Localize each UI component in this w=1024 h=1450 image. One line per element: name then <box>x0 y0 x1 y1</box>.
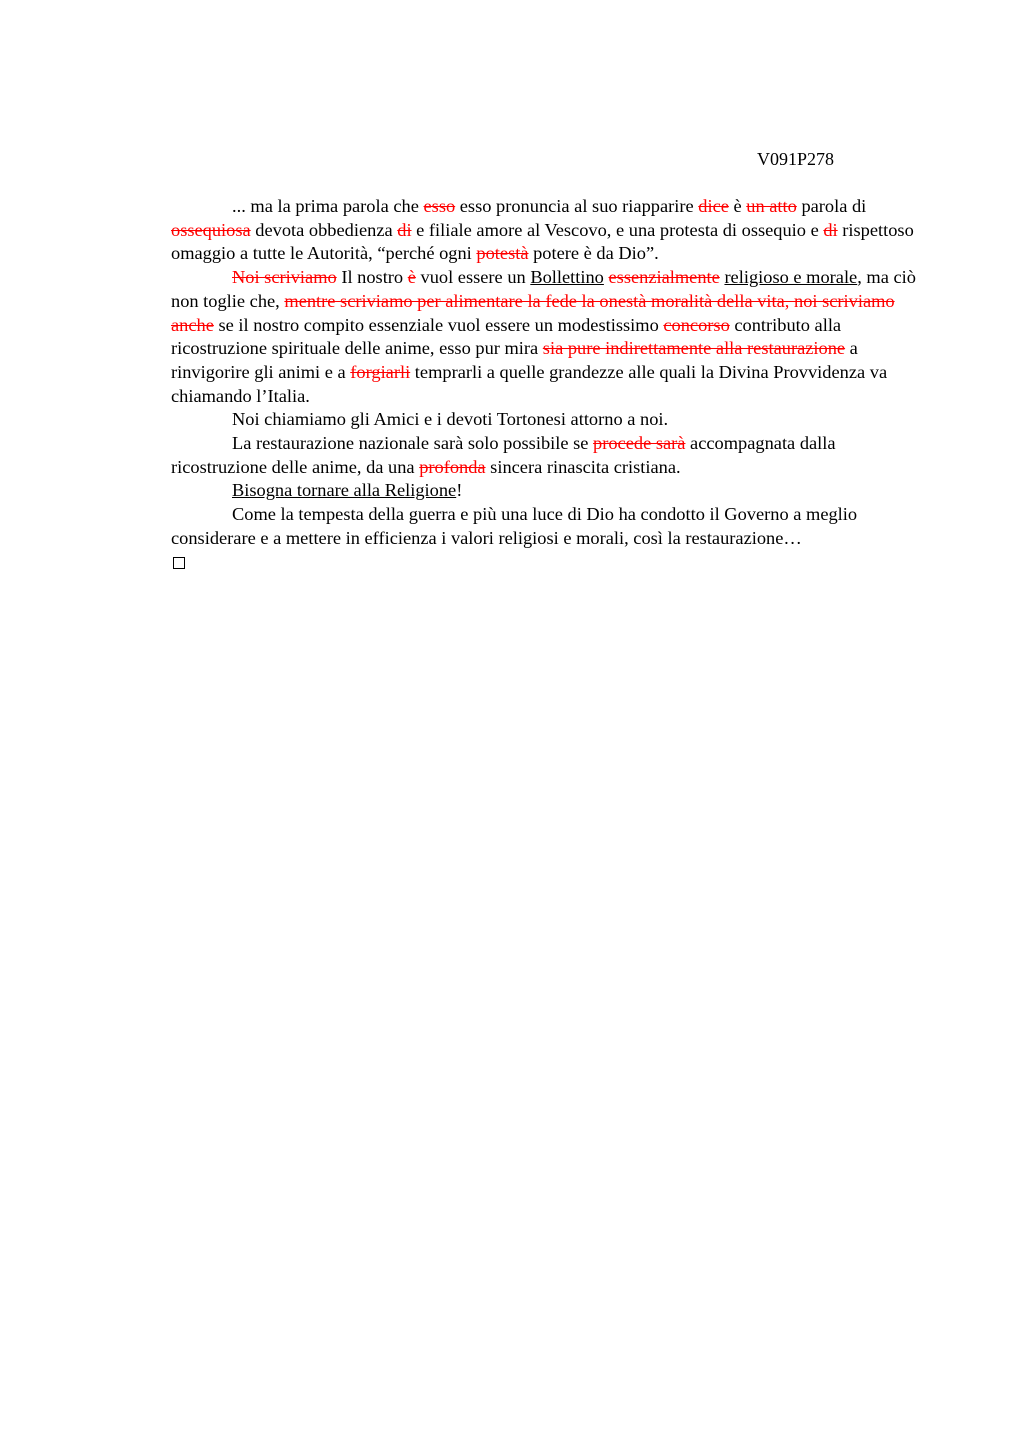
paragraph <box>171 503 926 550</box>
text-run: ... ma la prima parola che <box>232 196 424 216</box>
document-body <box>171 195 926 551</box>
deleted-text: concorso <box>663 314 730 335</box>
paragraph <box>171 432 926 479</box>
deleted-text: ossequiosa <box>171 219 251 240</box>
deleted-text: mentre scriviamo per alimentare la fede la onestà moralità della vita, noi scriviamo anche <box>171 290 895 335</box>
text-run: parola di <box>796 196 867 216</box>
text-run: Come la tempesta della guerra e più una luce di Dio ha condotto il Governo a meglio considerare e a mettere in efficienza i valori religiosi e morali, così la restaurazione… <box>171 504 858 548</box>
text-run: esso pronuncia al suo riapparire <box>455 196 699 216</box>
underlined-text: religioso e morale <box>724 267 858 288</box>
deleted-text: sia pure indirettamente alla restaurazione <box>542 338 846 359</box>
underlined-text: Bisogna tornare alla Religione <box>232 480 457 501</box>
underlined-text: Bollettino <box>530 267 604 288</box>
text-run: è <box>728 196 747 216</box>
deleted-text: un atto <box>746 196 797 216</box>
text-run: Noi chiamiamo gli Amici e i devoti Tortonesi attorno a noi. <box>232 409 669 430</box>
deleted-text: forgiarli <box>350 361 411 382</box>
deleted-text: essenzialmente <box>608 267 720 288</box>
text-run: devota obbedienza <box>250 219 398 240</box>
text-run: rispettoso omaggio a tutte le Autorità, “perché ogni <box>171 219 914 264</box>
paragraph <box>171 479 926 503</box>
end-marker-box <box>173 557 185 569</box>
text-run: se il nostro compito essenziale vuol essere un modestissimo <box>213 314 664 335</box>
deleted-text: Noi scriviamo <box>232 267 337 288</box>
text-run: La restaurazione nazionale sarà solo possibile se <box>232 433 594 454</box>
text-run: sincera rinascita cristiana. <box>485 456 681 477</box>
text-run: e filiale amore al Vescovo, e una protesta di ossequio e <box>411 219 824 240</box>
paragraph <box>171 408 926 432</box>
deleted-text: di <box>397 219 412 240</box>
text-run: a rinvigorire gli animi e a <box>171 338 858 382</box>
deleted-text: di <box>823 219 838 240</box>
deleted-text: procede sarà <box>593 433 686 454</box>
text-run: Il nostro <box>336 267 408 288</box>
deleted-text: potestà <box>476 243 529 264</box>
text-run: , ma ciò non toglie che, <box>171 267 916 311</box>
deleted-text: dice <box>698 196 729 216</box>
deleted-text: è <box>407 267 416 288</box>
text-run: ! <box>456 480 463 501</box>
text-run: potere è da Dio”. <box>528 243 659 264</box>
text-run: temprarli a quelle grandezze alle quali la Divina Provvidenza va chiamando l’Italia. <box>171 361 888 406</box>
text-run: accompagnata dalla ricostruzione delle anime, da una <box>171 433 836 477</box>
text-run: contributo alla ricostruzione spirituale delle anime, esso pur mira <box>171 314 842 359</box>
paragraph <box>171 195 926 266</box>
text-run: vuol essere un <box>415 267 531 288</box>
deleted-text: profonda <box>419 456 486 477</box>
paragraph <box>171 266 926 408</box>
deleted-text: esso <box>423 196 456 216</box>
page-id: V091P278 <box>757 149 835 169</box>
